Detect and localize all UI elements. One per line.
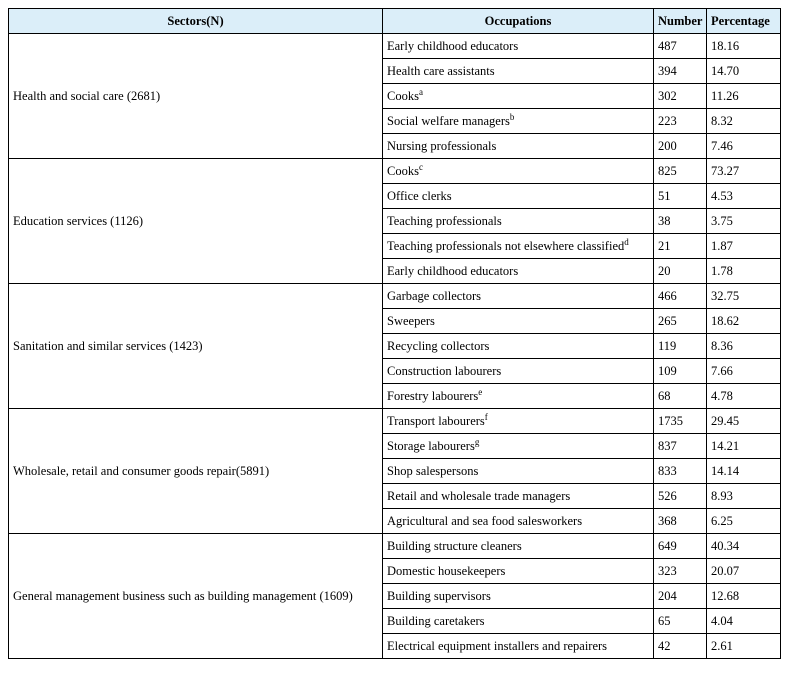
number-cell: 223 <box>654 109 707 134</box>
occupations-by-sector-table <box>8 8 781 659</box>
occupation-cell <box>383 534 654 559</box>
occupation-label: Teaching professionals not elsewhere classified <box>387 238 625 253</box>
table-header <box>9 9 781 34</box>
number-cell: 204 <box>654 584 707 609</box>
percentage-cell: 20.07 <box>707 559 781 584</box>
occupation-label: Early childhood educators <box>387 38 519 53</box>
occupation-cell <box>383 409 654 434</box>
percentage-cell: 29.45 <box>707 409 781 434</box>
percentage-cell: 18.16 <box>707 34 781 59</box>
occupation-cell <box>383 309 654 334</box>
occupation-cell <box>383 84 654 109</box>
percentage-cell: 14.21 <box>707 434 781 459</box>
table-row <box>9 34 781 59</box>
number-cell: 649 <box>654 534 707 559</box>
sector-cell: Wholesale, retail and consumer goods repair(5891) <box>9 409 383 534</box>
percentage-cell: 8.32 <box>707 109 781 134</box>
number-cell: 368 <box>654 509 707 534</box>
percentage-cell: 14.14 <box>707 459 781 484</box>
sector-cell: Sanitation and similar services (1423) <box>9 284 383 409</box>
table-row <box>9 534 781 559</box>
percentage-cell: 7.46 <box>707 134 781 159</box>
occupation-cell <box>383 184 654 209</box>
number-cell: 487 <box>654 34 707 59</box>
occupation-cell <box>383 584 654 609</box>
occupation-cell <box>383 559 654 584</box>
occupation-cell <box>383 459 654 484</box>
occupation-cell <box>383 159 654 184</box>
number-cell: 51 <box>654 184 707 209</box>
occupation-label: Forestry labourers <box>387 388 479 403</box>
occupation-label: Agricultural and sea food salesworkers <box>387 513 583 528</box>
header-row <box>9 9 781 34</box>
percentage-cell: 18.62 <box>707 309 781 334</box>
percentage-cell: 6.25 <box>707 509 781 534</box>
footnote-marker: g <box>474 436 480 447</box>
number-cell: 200 <box>654 134 707 159</box>
occupation-label: Teaching professionals <box>387 213 502 228</box>
footnote-marker: e <box>478 386 483 397</box>
number-cell: 466 <box>654 284 707 309</box>
occupation-cell <box>383 334 654 359</box>
number-cell: 65 <box>654 609 707 634</box>
table-row <box>9 409 781 434</box>
occupation-label: Electrical equipment installers and repairers <box>387 638 608 653</box>
occupation-label: Transport labourers <box>387 413 485 428</box>
percentage-cell: 40.34 <box>707 534 781 559</box>
percentage-cell: 7.66 <box>707 359 781 384</box>
occupation-cell <box>383 284 654 309</box>
sector-cell: General management business such as building management (1609) <box>9 534 383 659</box>
number-cell: 837 <box>654 434 707 459</box>
occupation-cell <box>383 209 654 234</box>
occupation-label: Domestic housekeepers <box>387 563 506 578</box>
number-cell: 394 <box>654 59 707 84</box>
occupation-cell <box>383 634 654 659</box>
percentage-cell: 4.53 <box>707 184 781 209</box>
header-occupations: Occupations <box>383 9 654 34</box>
sector-cell: Education services (1126) <box>9 159 383 284</box>
occupation-label: Health care assistants <box>387 63 495 78</box>
occupation-cell <box>383 259 654 284</box>
occupation-cell <box>383 434 654 459</box>
percentage-cell: 4.04 <box>707 609 781 634</box>
percentage-cell: 3.75 <box>707 209 781 234</box>
occupation-cell <box>383 359 654 384</box>
number-cell: 302 <box>654 84 707 109</box>
occupation-label: Building caretakers <box>387 613 485 628</box>
header-percentage: Percentage <box>707 9 781 34</box>
number-cell: 42 <box>654 634 707 659</box>
header-sectors: Sectors(N) <box>9 9 383 34</box>
occupation-label: Cooks <box>387 163 419 178</box>
occupation-label: Early childhood educators <box>387 263 519 278</box>
occupation-cell <box>383 509 654 534</box>
percentage-cell: 73.27 <box>707 159 781 184</box>
percentage-cell: 8.93 <box>707 484 781 509</box>
occupation-label: Retail and wholesale trade managers <box>387 488 571 503</box>
occupation-cell <box>383 484 654 509</box>
occupation-cell <box>383 384 654 409</box>
percentage-cell: 8.36 <box>707 334 781 359</box>
occupation-cell <box>383 609 654 634</box>
occupation-cell <box>383 234 654 259</box>
percentage-cell: 1.87 <box>707 234 781 259</box>
occupation-label: Garbage collectors <box>387 288 482 303</box>
sector-cell: Health and social care (2681) <box>9 34 383 159</box>
occupation-cell <box>383 34 654 59</box>
footnote-marker: f <box>484 411 488 422</box>
occupation-label: Shop salespersons <box>387 463 479 478</box>
percentage-cell: 12.68 <box>707 584 781 609</box>
occupation-cell <box>383 109 654 134</box>
number-cell: 825 <box>654 159 707 184</box>
table-body <box>9 34 781 659</box>
percentage-cell: 2.61 <box>707 634 781 659</box>
occupation-label: Social welfare managers <box>387 113 510 128</box>
occupation-cell <box>383 134 654 159</box>
occupation-label: Cooks <box>387 88 419 103</box>
footnote-marker: a <box>418 86 423 97</box>
number-cell: 833 <box>654 459 707 484</box>
number-cell: 526 <box>654 484 707 509</box>
footnote-marker: d <box>624 236 629 247</box>
occupation-label: Building supervisors <box>387 588 491 603</box>
occupation-label: Construction labourers <box>387 363 502 378</box>
number-cell: 38 <box>654 209 707 234</box>
footnote-marker: c <box>418 161 423 172</box>
number-cell: 109 <box>654 359 707 384</box>
table-row <box>9 159 781 184</box>
percentage-cell: 14.70 <box>707 59 781 84</box>
number-cell: 20 <box>654 259 707 284</box>
number-cell: 1735 <box>654 409 707 434</box>
number-cell: 265 <box>654 309 707 334</box>
occupation-label: Recycling collectors <box>387 338 490 353</box>
footnote-marker: b <box>509 111 515 122</box>
number-cell: 68 <box>654 384 707 409</box>
percentage-cell: 1.78 <box>707 259 781 284</box>
occupation-label: Building structure cleaners <box>387 538 522 553</box>
occupation-label: Office clerks <box>387 188 452 203</box>
percentage-cell: 32.75 <box>707 284 781 309</box>
percentage-cell: 4.78 <box>707 384 781 409</box>
occupation-label: Storage labourers <box>387 438 475 453</box>
percentage-cell: 11.26 <box>707 84 781 109</box>
number-cell: 119 <box>654 334 707 359</box>
number-cell: 21 <box>654 234 707 259</box>
occupation-label: Nursing professionals <box>387 138 497 153</box>
header-number: Number <box>654 9 707 34</box>
occupation-label: Sweepers <box>387 313 435 328</box>
number-cell: 323 <box>654 559 707 584</box>
occupation-cell <box>383 59 654 84</box>
table-row <box>9 284 781 309</box>
